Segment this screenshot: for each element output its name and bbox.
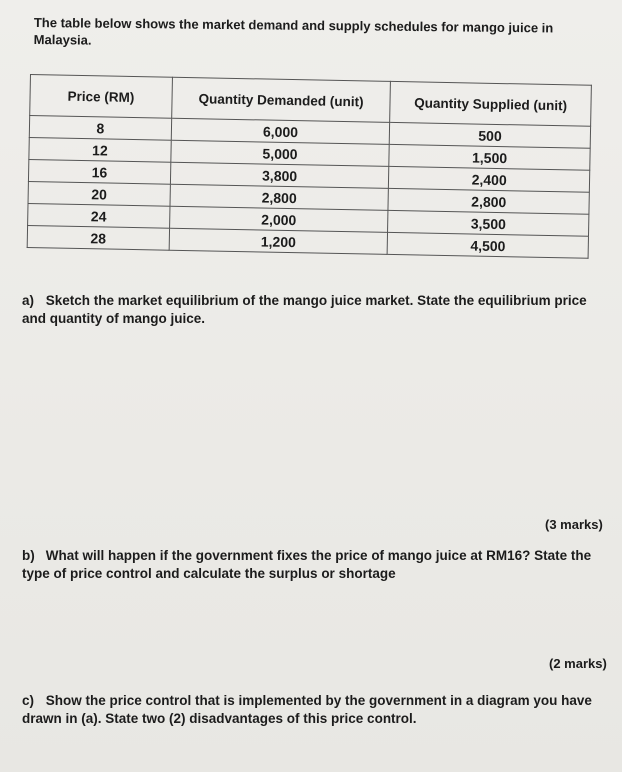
question-a-text: Sketch the market equilibrium of the mango juice market. State the equilibrium price and quantity of mango juice. — [22, 293, 587, 326]
header-quantity-supplied: Quantity Supplied (unit) — [390, 81, 591, 126]
intro-text: The table below shows the market demand and supply schedules for mango juice in Malaysia. — [33, 14, 554, 48]
cell-price: 20 — [28, 181, 170, 206]
cell-price: 12 — [29, 137, 171, 162]
question-a-label: a) — [22, 293, 35, 308]
header-quantity-demanded: Quantity Demanded (unit) — [171, 77, 390, 122]
question-c-text: Show the price control that is implemented by the government in a diagram you have drawn in (a). State two (2) disadvantages of this price control. — [22, 693, 592, 726]
question-b-marks: (2 marks) — [549, 656, 607, 671]
cell-quantity-demanded: 3,800 — [170, 162, 389, 188]
header-price: Price (RM) — [30, 75, 173, 119]
cell-quantity-supplied: 4,500 — [387, 232, 588, 258]
cell-quantity-supplied: 2,800 — [388, 188, 589, 214]
schedule-table — [27, 74, 592, 259]
cell-price: 8 — [29, 116, 171, 141]
cell-quantity-supplied: 500 — [390, 122, 591, 148]
question-c — [22, 692, 607, 728]
question-b-text: What will happen if the government fixes the price of mango juice at RM16? State the type of price control and calculate the surplus or shortage — [22, 548, 592, 581]
question-a — [22, 292, 607, 328]
cell-quantity-supplied: 1,500 — [389, 144, 590, 170]
cell-price: 24 — [28, 203, 170, 228]
cell-price: 28 — [27, 225, 169, 250]
question-c-label: c) — [22, 693, 35, 708]
cell-quantity-supplied: 3,500 — [388, 210, 589, 236]
cell-quantity-demanded: 5,000 — [171, 140, 390, 166]
cell-quantity-supplied: 2,400 — [389, 166, 590, 192]
question-b-label: b) — [22, 548, 35, 563]
cell-quantity-demanded: 1,200 — [169, 228, 388, 254]
question-b — [22, 547, 607, 583]
cell-quantity-demanded: 2,000 — [169, 206, 388, 232]
cell-price: 16 — [28, 159, 170, 184]
cell-quantity-demanded: 2,800 — [170, 184, 389, 210]
question-a-marks: (3 marks) — [545, 517, 603, 532]
cell-quantity-demanded: 6,000 — [171, 118, 390, 144]
